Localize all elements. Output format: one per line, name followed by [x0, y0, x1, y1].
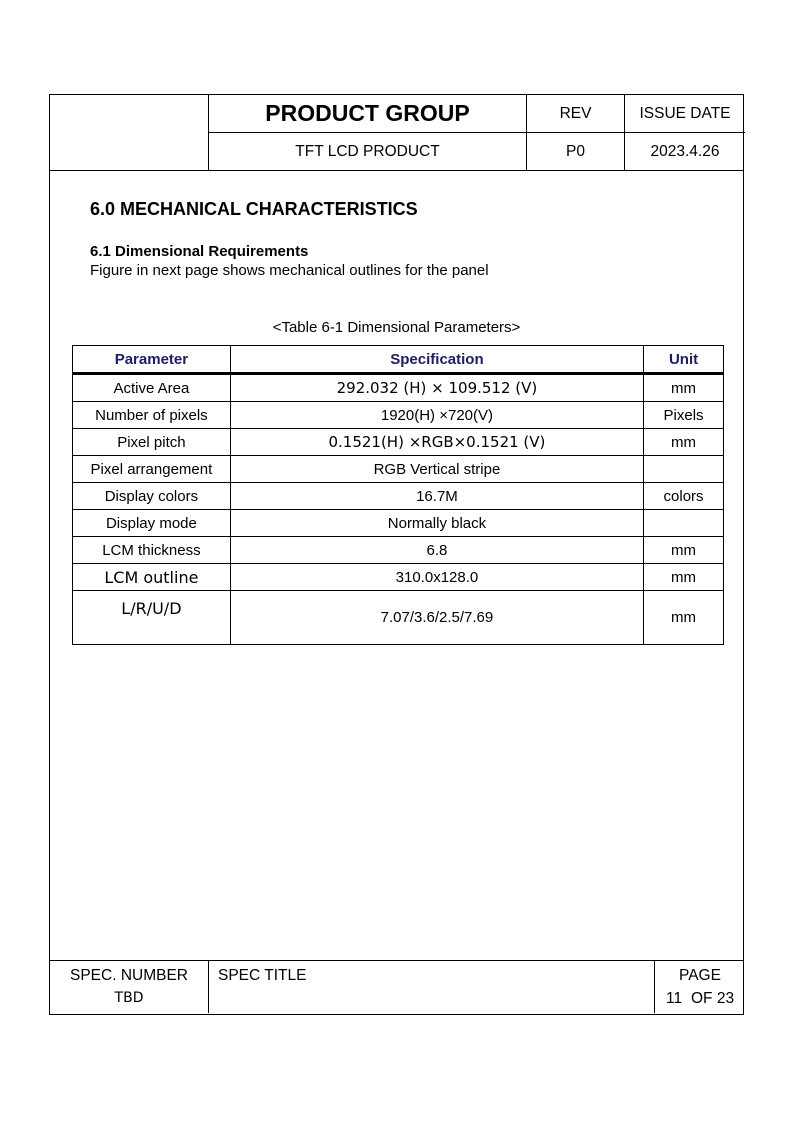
cell-parameter: L/R/U/D — [73, 591, 231, 645]
page-label: PAGE — [679, 967, 721, 984]
cell-specification: 6.8 — [230, 537, 643, 564]
page-total: OF 23 — [691, 990, 735, 1007]
cell-unit: mm — [644, 591, 724, 645]
product-group-value: TFT LCD PRODUCT — [295, 142, 440, 160]
cell-parameter: LCM thickness — [73, 537, 231, 564]
cell-parameter: Number of pixels — [73, 402, 231, 429]
document-frame — [49, 94, 744, 1015]
table-row — [73, 374, 724, 402]
cell-unit: Pixels — [644, 402, 724, 429]
header-unit: Unit — [644, 346, 724, 374]
page-current: 11 — [666, 990, 683, 1007]
cell-specification: RGB Vertical stripe — [230, 456, 643, 483]
product-group-title: PRODUCT GROUP — [265, 100, 470, 126]
cell-specification: 1920(H) ×720(V) — [230, 402, 643, 429]
table-row — [73, 402, 724, 429]
table-row — [73, 564, 724, 591]
cell-unit: mm — [644, 429, 724, 456]
table-row — [73, 456, 724, 483]
cell-specification: 0.1521(H) ×RGB×0.1521 (V) — [230, 429, 643, 456]
table-header-row — [73, 346, 724, 374]
header-parameter: Parameter — [73, 346, 231, 374]
header-block — [50, 95, 743, 171]
cell-unit: mm — [644, 564, 724, 591]
cell-parameter: Pixel arrangement — [73, 456, 231, 483]
cell-unit: mm — [644, 537, 724, 564]
issue-date-label: ISSUE DATE — [639, 104, 731, 122]
section-text: Figure in next page shows mechanical outlines for the panel — [90, 262, 489, 279]
cell-specification: Normally black — [230, 510, 643, 537]
footer-block — [50, 960, 743, 1014]
rev-label: REV — [559, 104, 592, 122]
header-specification: Specification — [230, 346, 643, 374]
cell-specification: 310.0x128.0 — [230, 564, 643, 591]
cell-specification: 292.032 (H) × 109.512 (V) — [230, 374, 643, 402]
table-row — [73, 591, 724, 645]
issue-date-value: 2023.4.26 — [650, 142, 720, 160]
table-row — [73, 510, 724, 537]
cell-specification: 7.07/3.6/2.5/7.69 — [230, 591, 643, 645]
table-row — [73, 537, 724, 564]
section-title: 6.0 MECHANICAL CHARACTERISTICS — [90, 199, 418, 219]
section-subtitle: 6.1 Dimensional Requirements — [90, 243, 309, 260]
dimensional-parameters-table — [72, 345, 724, 645]
table-row — [73, 429, 724, 456]
table-row — [73, 483, 724, 510]
cell-parameter: Display mode — [73, 510, 231, 537]
cell-unit: mm — [644, 374, 724, 402]
table-caption: <Table 6-1 Dimensional Parameters> — [272, 319, 521, 336]
spec-number-label: SPEC. NUMBER — [70, 967, 188, 984]
cell-unit: colors — [644, 483, 724, 510]
spec-title-label: SPEC TITLE — [218, 967, 307, 984]
cell-unit — [644, 456, 724, 483]
rev-value: P0 — [566, 142, 585, 160]
cell-unit — [644, 510, 724, 537]
cell-parameter: Display colors — [73, 483, 231, 510]
spec-number-value: TBD — [114, 990, 144, 1006]
cell-specification: 16.7M — [230, 483, 643, 510]
cell-parameter: Pixel pitch — [73, 429, 231, 456]
cell-parameter: LCM outline — [73, 564, 231, 591]
cell-parameter: Active Area — [73, 374, 231, 402]
